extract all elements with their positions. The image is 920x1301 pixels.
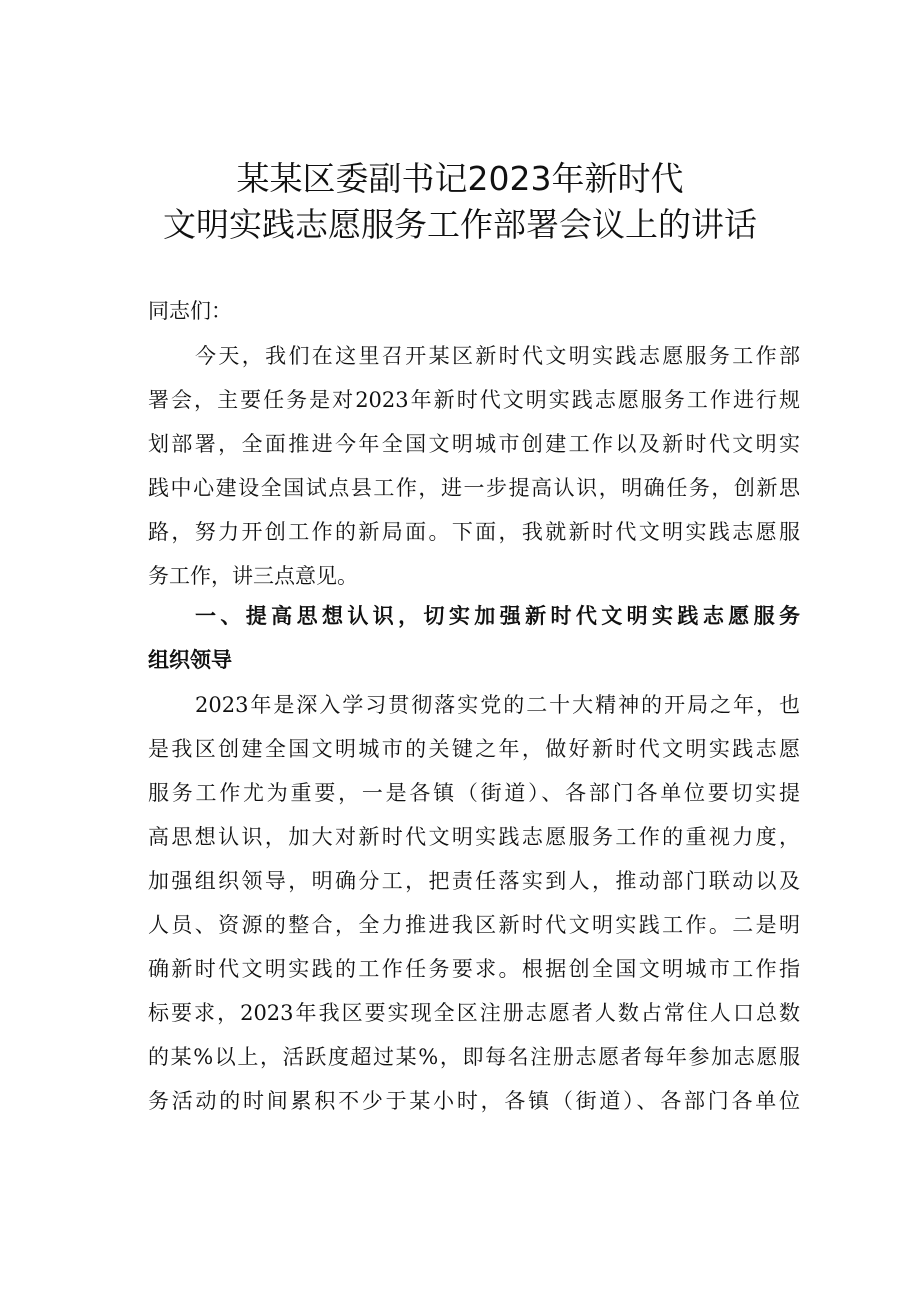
section-1-line: 是我区创建全国文明城市的关键之年，做好新时代文明实践志愿	[148, 737, 800, 761]
document-title-line-2: 文明实践志愿服务工作部署会议上的讲话	[163, 205, 757, 244]
section-1-line: 的某%以上，活跃度超过某%，即每名注册志愿者每年参加志愿服	[148, 1045, 800, 1069]
section-1-line: 服务工作尤为重要，一是各镇（街道）、各部门各单位要切实提	[148, 781, 800, 805]
salutation: 同志们：	[148, 299, 232, 323]
section-1-heading-line: 一、提高思想认识，切实加强新时代文明实践志愿服务	[195, 604, 800, 628]
section-1-line: 高思想认识，加大对新时代文明实践志愿服务工作的重视力度，	[148, 825, 800, 849]
section-1-line: 确新时代文明实践的工作任务要求。根据创全国文明城市工作指	[148, 957, 800, 981]
intro-line: 路，努力开创工作的新局面。下面，我就新时代文明实践志愿服	[148, 520, 800, 544]
intro-line: 署会，主要任务是对2023年新时代文明实践志愿服务工作进行规	[148, 388, 800, 412]
section-1-line: 标要求，2023年我区要实现全区注册志愿者人数占常住人口总数	[148, 1001, 800, 1025]
intro-line: 践中心建设全国试点县工作，进一步提高认识，明确任务，创新思	[148, 476, 800, 500]
section-1-line: 人员、资源的整合，全力推进我区新时代文明实践工作。二是明	[148, 913, 800, 937]
intro-line: 今天，我们在这里召开某区新时代文明实践志愿服务工作部	[195, 344, 800, 368]
section-1-heading-line: 组织领导	[148, 648, 232, 672]
section-1-line: 务活动的时间累积不少于某小时，各镇（街道）、各部门各单位	[148, 1089, 800, 1113]
intro-line: 务工作，讲三点意见。	[148, 564, 358, 588]
section-1-line: 加强组织领导，明确分工，把责任落实到人，推动部门联动以及	[148, 869, 800, 893]
section-1-line: 2023年是深入学习贯彻落实党的二十大精神的开局之年，也	[195, 693, 800, 717]
intro-line: 划部署，全面推进今年全国文明城市创建工作以及新时代文明实	[148, 432, 800, 456]
document-title-line-1: 某某区委副书记2023年新时代	[236, 159, 684, 198]
